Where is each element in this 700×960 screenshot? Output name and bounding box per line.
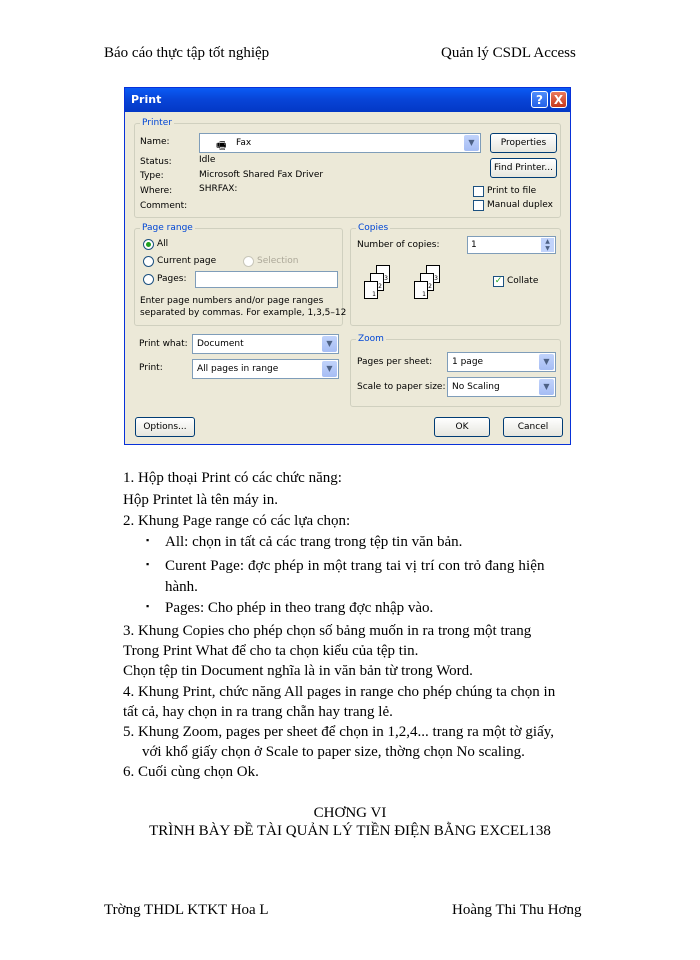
type-label: Type: [140, 171, 164, 181]
bullet-item-current-page-cont: hành. [165, 579, 198, 595]
collate-label[interactable]: Collate [507, 276, 539, 286]
selection-label[interactable]: Selection [257, 256, 299, 266]
page-header-right: Quản lý CSDL Access [441, 45, 576, 61]
comment-label: Comment: [140, 201, 188, 211]
scale-label: Scale to paper size: [357, 382, 446, 392]
chapter-number: CHƠNG VI [313, 805, 387, 821]
find-printer-button[interactable]: Find Printer... [490, 158, 557, 178]
bullet-item-pages: Pages: Cho phép in theo trang đợc nhập vào. [165, 600, 434, 616]
print-select[interactable] [192, 359, 339, 379]
printer-name-value: Fax [236, 138, 252, 148]
number-of-copies-label: Number of copies: [357, 240, 440, 250]
pages-radio[interactable] [143, 274, 154, 285]
print-dialog [124, 87, 571, 445]
help-icon[interactable]: ? [531, 91, 548, 108]
printer-icon: 🖷 [216, 139, 227, 152]
where-value: SHRFAX: [199, 184, 238, 194]
bullet-item-current-page: Curent Page: đợc phép in một trang tai vị trí con trỏ đang hiện [165, 558, 545, 574]
bullet-icon: ▪ [146, 601, 150, 611]
print-value: All pages in range [197, 364, 279, 374]
scale-select[interactable] [447, 377, 556, 397]
pages-per-sheet-label: Pages per sheet: [357, 357, 433, 367]
spinner-arrows-icon[interactable]: ▲ ▼ [541, 238, 554, 252]
ok-button[interactable]: OK [434, 417, 490, 437]
chevron-down-icon[interactable]: ▼ [539, 379, 554, 395]
options-button[interactable]: Options... [135, 417, 195, 437]
close-icon[interactable]: X [550, 91, 567, 108]
where-label: Where: [140, 186, 173, 196]
body-line-8-cont: với khổ giấy chọn ở Scale to paper size, thờng chọn No scaling. [142, 744, 525, 760]
collate-page: 3 [426, 265, 440, 283]
collate-page: 1 [364, 281, 378, 299]
body-line-3: 2. Khung Page range có các lựa chọn: [123, 513, 351, 529]
page-range-hint-2: separated by commas. For example, 1,3,5–12 [140, 308, 347, 318]
printer-group [134, 118, 561, 218]
page-footer-right: Hoàng Thi Thu Hơng [452, 902, 582, 918]
chevron-down-icon[interactable]: ▼ [539, 354, 554, 370]
scale-value: No Scaling [452, 382, 500, 392]
bullet-icon: ▪ [146, 559, 150, 569]
dialog-titlebar [125, 88, 570, 112]
name-label: Name: [140, 137, 170, 147]
page-range-legend: Page range [142, 223, 193, 233]
status-label: Status: [140, 157, 172, 167]
collate-checkbox[interactable]: ✓ [494, 276, 503, 286]
properties-button[interactable]: Properties [490, 133, 557, 153]
print-what-value: Document [197, 339, 244, 349]
page-range-group [134, 223, 347, 326]
bullet-icon: ▪ [146, 535, 150, 545]
collate-page: 1 [414, 281, 428, 299]
bullet-item-all: All: chọn in tất cả các trang trong tệp tin văn bản. [165, 534, 463, 550]
chevron-down-icon[interactable]: ▼ [322, 336, 337, 352]
copies-group [350, 223, 561, 326]
body-line-2: Hộp Printet là tên máy in. [123, 492, 278, 508]
pages-label[interactable]: Pages: [157, 274, 187, 284]
type-value: Microsoft Shared Fax Driver [199, 170, 324, 180]
body-line-8: 5. Khung Zoom, pages per sheet để chọn in 1,2,4... trang ra một tờ giấy, [123, 724, 555, 740]
page-range-hint-1: Enter page numbers and/or page ranges [140, 296, 324, 306]
body-line-7-cont: tất cả, hay chọn in ra trang chẵn hay trang lẻ. [123, 704, 393, 720]
current-page-label[interactable]: Current page [157, 256, 217, 266]
cancel-button[interactable]: Cancel [503, 417, 563, 437]
body-line-5: Trong Print What để cho ta chọn kiểu của tệp tin. [123, 643, 419, 659]
printer-legend: Printer [142, 118, 172, 128]
chapter-title: TRÌNH BÀY ĐỀ TÀI QUẢN LÝ TIỀN ĐIỆN BẰNG EXCEL138 [149, 823, 551, 839]
manual-duplex-label[interactable]: Manual duplex [487, 200, 553, 210]
chevron-down-icon[interactable]: ▼ [464, 135, 479, 151]
collate-page: 2 [420, 273, 434, 291]
collate-page: 3 [376, 265, 390, 283]
collate-page: 2 [370, 273, 384, 291]
all-radio[interactable] [143, 239, 154, 250]
manual-duplex-checkbox[interactable] [473, 200, 484, 211]
dialog-title: Print [131, 93, 162, 106]
print-to-file-checkbox[interactable] [473, 186, 484, 197]
current-page-radio[interactable] [143, 256, 154, 267]
zoom-group [350, 334, 561, 407]
body-line-4: 3. Khung Copies cho phép chọn số bảng muốn in ra trong một trang [123, 623, 532, 639]
page-footer-left: Trờng THDL KTKT Hoa L [104, 902, 269, 918]
pages-input[interactable] [195, 271, 338, 288]
all-radio-label[interactable]: All [157, 239, 169, 249]
pages-per-sheet-select[interactable] [447, 352, 556, 372]
body-line-9: 6. Cuối cùng chọn Ok. [123, 764, 259, 780]
pages-per-sheet-value: 1 page [452, 357, 484, 367]
chevron-down-icon[interactable]: ▼ [322, 361, 337, 377]
copies-legend: Copies [358, 223, 389, 233]
zoom-legend: Zoom [358, 334, 384, 344]
number-of-copies-value: 1 [471, 240, 477, 250]
status-value: Idle [199, 155, 216, 165]
print-what-label: Print what: [139, 339, 188, 349]
number-of-copies-spinner[interactable] [467, 236, 556, 254]
body-line-7: 4. Khung Print, chức năng All pages in range cho phép chúng ta chọn in [123, 684, 556, 700]
print-label: Print: [139, 363, 163, 373]
print-what-select[interactable] [192, 334, 339, 354]
page-header-left: Báo cáo thực tập tốt nghiệp [104, 45, 270, 61]
selection-radio[interactable] [243, 256, 254, 267]
body-line-6: Chọn tệp tin Document nghĩa là in văn bản từ trong Word. [123, 663, 473, 679]
print-to-file-label[interactable]: Print to file [487, 186, 537, 196]
printer-name-select[interactable] [199, 133, 481, 153]
body-line-1: 1. Hộp thoại Print có các chức năng: [123, 470, 342, 486]
